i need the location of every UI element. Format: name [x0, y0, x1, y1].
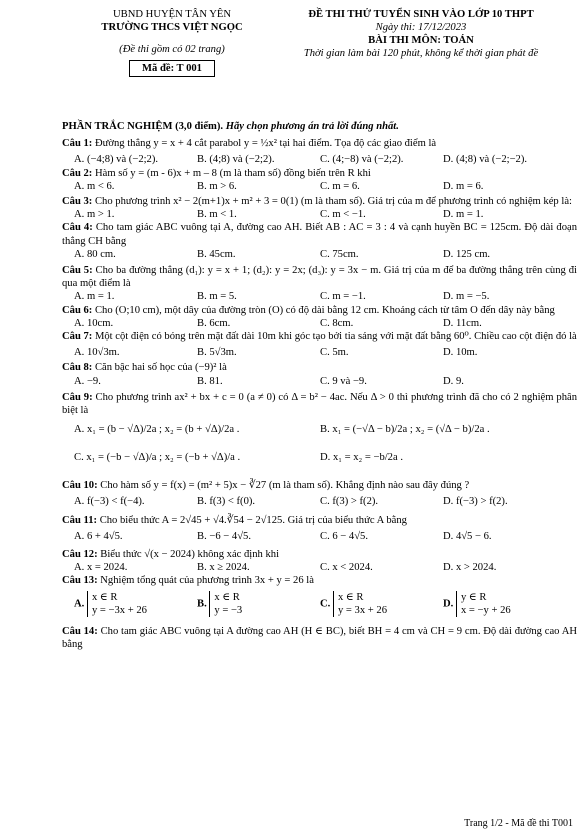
option-b[interactable]: B. m = 5.	[197, 291, 237, 303]
question-11	[62, 514, 577, 527]
question-text: Cho biểu thức A = 2√45 + √4.∛54 − 2√125. Giá trị của biểu thức A bằng	[99, 514, 407, 526]
exam-duration: Thời gian làm bài 120 phút, không kể thời gian phát đề	[303, 48, 539, 59]
question-label: Câu 3:	[62, 195, 93, 207]
option-a[interactable]: A. m > 1.	[74, 209, 115, 221]
system-line: x ∈ R	[337, 591, 364, 603]
option-b[interactable]: B. m < 1.	[197, 209, 237, 221]
option-b[interactable]: B. x₁ = (−√Δ − b)/2a ; x₂ = (√Δ − b)/2a .	[320, 424, 490, 436]
option-c[interactable]: C. x₁ = (−b − √Δ)/a ; x₂ = (−b + √Δ)/a .	[74, 452, 241, 464]
question-label: Câu 9:	[62, 391, 93, 403]
answer-row	[62, 451, 577, 479]
exam-subject: BÀI THI MÔN: TOÁN	[368, 35, 474, 46]
option-a[interactable]: A. x₁ = (b − √Δ)/2a ; x₂ = (b + √Δ)/2a .	[74, 424, 240, 436]
question-label: Câu 13:	[62, 575, 98, 587]
school-name: TRƯỜNG THCS VIỆT NGỌC	[101, 22, 243, 33]
option-a[interactable]: A. f(−3) < f(−4).	[74, 496, 145, 508]
option-c[interactable]: C. x ∈ R y = 3x + 26	[320, 591, 387, 616]
question-label: Câu 14:	[62, 625, 98, 637]
option-d[interactable]: D. y ∈ R x = −y + 26	[443, 591, 511, 616]
option-b[interactable]: B. m > 6.	[197, 180, 237, 192]
option-c[interactable]: C. 8cm.	[320, 317, 354, 329]
option-c[interactable]: C. x < 2024.	[320, 562, 373, 574]
answer-row	[62, 561, 577, 574]
page-footer: Trang 1/2 - Mã đề thi T001	[464, 818, 573, 829]
option-b[interactable]: B. x ≥ 2024.	[197, 562, 250, 574]
question-label: Câu 2:	[62, 167, 93, 179]
question-text: Cho phương trình x² − 2(m+1)x + m² + 3 = 0(1) (m là tham số). Giá trị của m để phương trình có nghiệm kép là:	[94, 195, 572, 207]
answer-row	[62, 153, 577, 166]
question-text: Một cột điện có bóng trên mặt đất dài 10m khi góc tạo bởi tia sáng với mặt đất bằng 60⁰. Chiều cao cột điện đó là	[94, 330, 577, 342]
option-a[interactable]: A. 80 cm.	[74, 248, 116, 260]
question-4	[62, 221, 577, 247]
question-label: Câu 8:	[62, 362, 93, 374]
option-c[interactable]: C. 5m.	[320, 347, 349, 359]
question-2	[62, 167, 577, 180]
option-b[interactable]: B. f(3) < f(0).	[197, 496, 256, 508]
option-d[interactable]: D. 10m.	[443, 347, 478, 359]
question-label: Câu 4:	[62, 222, 93, 234]
answer-row	[62, 423, 577, 451]
option-a[interactable]: A. (−4;8) và (−2;2).	[74, 154, 159, 166]
option-a[interactable]: A. 10cm.	[74, 317, 114, 329]
question-label: Câu 12:	[62, 548, 98, 560]
answer-row	[62, 530, 577, 543]
option-d[interactable]: D. (4;8) và (−2;−2).	[443, 154, 528, 166]
question-5	[62, 264, 577, 290]
school-header	[62, 8, 282, 77]
question-label: Câu 7:	[62, 330, 93, 342]
option-c[interactable]: C. m = 6.	[320, 180, 360, 192]
option-c[interactable]: C. f(3) > f(2).	[320, 496, 379, 508]
section-title: PHẦN TRẮC NGHIỆM (3,0 điểm).	[62, 121, 224, 132]
question-13	[62, 574, 577, 587]
exam-header	[262, 8, 580, 60]
option-a[interactable]: A. m < 6.	[74, 180, 115, 192]
option-a[interactable]: A. 10√3m.	[74, 347, 120, 359]
question-label: Câu 5:	[62, 264, 93, 276]
question-8	[62, 361, 577, 374]
question-3	[62, 195, 577, 208]
option-d[interactable]: D. 4√5 − 6.	[443, 530, 492, 542]
question-label: Câu 11:	[62, 514, 98, 526]
option-d[interactable]: D. m = −5.	[443, 291, 490, 303]
question-text: Biểu thức √(x − 2024) không xác định khi	[100, 548, 280, 560]
option-d[interactable]: D. x > 2024.	[443, 562, 497, 574]
answer-row	[62, 495, 577, 508]
option-c[interactable]: C. m < −1.	[320, 209, 366, 221]
answer-row	[62, 248, 577, 261]
exam-content	[62, 120, 577, 651]
question-text: Hàm số y = (m - 6)x + m – 8 (m là tham số) đồng biến trên R khi	[94, 167, 371, 179]
question-10	[62, 479, 577, 492]
option-b[interactable]: B. (4;8) và (−2;2).	[197, 154, 275, 166]
question-9	[62, 391, 577, 417]
exam-date: Ngày thi: 17/12/2023	[375, 22, 467, 33]
answer-row	[62, 346, 577, 359]
option-a[interactable]: A. −9.	[74, 375, 101, 387]
option-d[interactable]: D. 9.	[443, 375, 464, 387]
question-text: Cho hàm số y = f(x) = (m² + 5)x − ∛27 (m là tham số). Khẳng định nào sau đây đúng ?	[100, 480, 470, 492]
question-text: Cho ba đường thẳng (d₁): y = x + 1; (d₂): y = 2x; (d₃): y = 3x − m. Giá trị của m để ba đường thẳng trên cùng đi qua một điểm là	[62, 264, 577, 290]
question-text: Cho phương trình ax² + bx + c = 0 (a ≠ 0) có Δ = b² − 4ac. Nếu Δ > 0 thì phương trình đã cho có 2 nghiệm phân biệt là	[62, 391, 577, 416]
option-d[interactable]: D. x₁ = x₂ = −b/2a .	[320, 452, 403, 464]
option-a[interactable]: A. x ∈ R y = −3x + 26	[74, 591, 147, 616]
section-instruction: Hãy chọn phương án trả lời đúng nhất.	[225, 121, 399, 132]
answer-row	[62, 375, 577, 388]
question-label: Câu 6:	[62, 304, 93, 316]
answer-row	[62, 208, 577, 221]
answer-row	[62, 180, 577, 193]
page-count-note: (Đề thi gồm có 02 trang)	[119, 44, 225, 55]
option-b[interactable]: B. 6cm.	[197, 317, 231, 329]
option-c[interactable]: C. (4;−8) và (−2;2).	[320, 154, 404, 166]
option-b[interactable]: B. −6 − 4√5.	[197, 530, 251, 542]
question-label: Câu 10:	[62, 480, 98, 492]
question-14	[62, 625, 577, 651]
answer-row	[62, 290, 577, 303]
option-c[interactable]: C. m = −1.	[320, 291, 366, 303]
answer-row	[62, 591, 577, 621]
option-b[interactable]: B. 5√3m.	[197, 347, 237, 359]
option-c[interactable]: C. 75cm.	[320, 248, 359, 260]
section-heading	[62, 120, 577, 133]
question-text: Cho tam giác ABC vuông tại A đường cao AH (H ∈ BC), biết BH = 4 cm và CH = 9 cm. Độ dài đường cao AH bằng	[62, 625, 577, 650]
option-d[interactable]: D. 11cm.	[443, 317, 482, 329]
question-6	[62, 304, 577, 317]
question-7	[62, 330, 577, 343]
exam-title: ĐỀ THI THỬ TUYỂN SINH VÀO LỚP 10 THPT	[308, 9, 534, 20]
option-c[interactable]: C. 9 và −9.	[320, 375, 367, 387]
question-text: Đường thẳng y = x + 4 cắt parabol y = ½x² tại hai điểm. Tọa độ các giao điểm là	[94, 138, 437, 150]
option-a[interactable]: A. m = 1.	[74, 291, 115, 303]
system-line: x = −y + 26	[460, 604, 511, 616]
option-d[interactable]: D. m = 6.	[443, 180, 484, 192]
exam-code: Mã đề: T 001	[129, 60, 215, 77]
question-text: Cho (O;10 cm), một dây của đường tròn (O) có độ dài bằng 12 cm. Khoảng cách từ tâm O đến dây này bằng	[94, 304, 555, 316]
question-label: Câu 1:	[62, 138, 93, 150]
option-a[interactable]: A. 6 + 4√5.	[74, 530, 123, 542]
answer-row	[62, 317, 577, 330]
system-line: y ∈ R	[460, 591, 487, 603]
question-text: Nghiệm tổng quát của phương trình 3x + y = 26 là	[100, 575, 314, 587]
system-line: y = 3x + 26	[337, 604, 387, 616]
system-line: x ∈ R	[214, 591, 240, 603]
question-text: Cho tam giác ABC vuông tại A, đường cao AH. Biết AB : AC = 3 : 4 và cạnh huyền BC = 125cm. Độ dài đoạn thẳng CH bằng	[62, 222, 577, 247]
question-1	[62, 137, 577, 150]
option-c[interactable]: C. 6 − 4√5.	[320, 530, 368, 542]
option-b[interactable]: B. 81.	[197, 375, 223, 387]
option-d[interactable]: D. m = 1.	[443, 209, 484, 221]
option-a[interactable]: A. x = 2024.	[74, 562, 128, 574]
question-text: Căn bậc hai số học của (−9)² là	[94, 362, 227, 374]
system-line: y = −3	[214, 604, 243, 616]
option-d[interactable]: D. f(−3) > f(2).	[443, 496, 508, 508]
system-line: x ∈ R	[91, 591, 118, 603]
system-line: y = −3x + 26	[91, 604, 147, 616]
option-b[interactable]: B. 45cm.	[197, 248, 236, 260]
district-name: UBND HUYỆN TÂN YÊN	[113, 9, 231, 20]
option-b[interactable]: B. x ∈ R y = −3	[197, 591, 243, 616]
option-d[interactable]: D. 125 cm.	[443, 248, 491, 260]
question-12	[62, 548, 577, 561]
